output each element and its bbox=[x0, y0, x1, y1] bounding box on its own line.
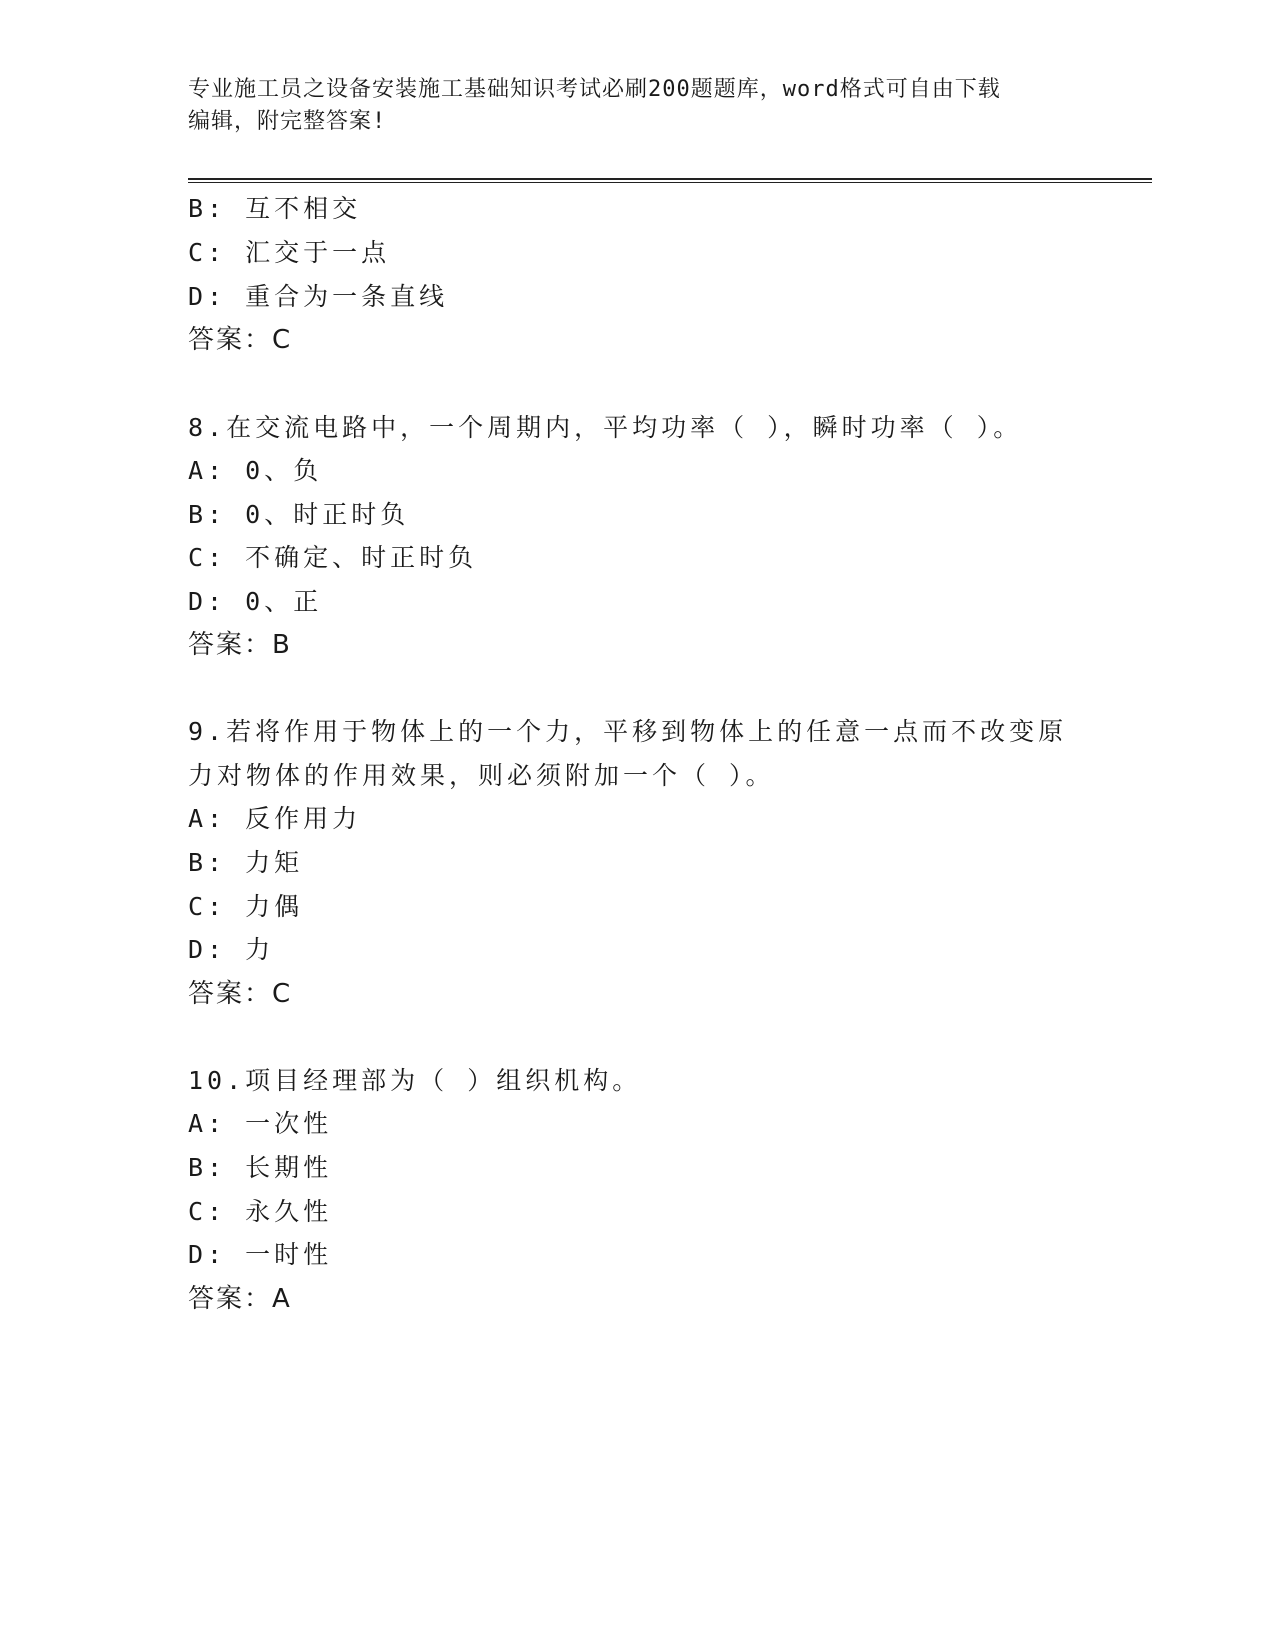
q10-option-d: D: 一时性 bbox=[188, 1240, 333, 1269]
q8-option-c: C: 不确定、时正时负 bbox=[188, 543, 478, 572]
q9-stem-line2: 力对物体的作用效果，则必须附加一个（ ）。 bbox=[188, 761, 775, 790]
q9-option-c: C: 力偶 bbox=[188, 892, 304, 921]
q9-option-a: A: 反作用力 bbox=[188, 804, 362, 833]
q7-answer: 答案：C bbox=[188, 325, 293, 355]
q10-answer: 答案：A bbox=[188, 1284, 292, 1314]
header-title-line1: 专业施工员之设备安装施工基础知识考试必刷200题题库，word格式可自由下载 bbox=[188, 77, 1001, 102]
header-title-line2: 编辑，附完整答案! bbox=[188, 109, 387, 134]
q8-option-a: A: 0、负 bbox=[188, 456, 323, 485]
q8-stem: 8.在交流电路中，一个周期内，平均功率（ ），瞬时功率（ ）。 bbox=[188, 413, 1023, 442]
q8-option-d: D: 0、正 bbox=[188, 587, 323, 616]
q8-answer: 答案：B bbox=[188, 630, 292, 660]
q10-option-a: A: 一次性 bbox=[188, 1109, 333, 1138]
q9-option-b: B: 力矩 bbox=[188, 848, 304, 877]
q9-stem-line1: 9.若将作用于物体上的一个力，平移到物体上的任意一点而不改变原 bbox=[188, 717, 1068, 746]
q8-option-b: B: 0、时正时负 bbox=[188, 500, 410, 529]
q10-stem: 10.项目经理部为（ ）组织机构。 bbox=[188, 1066, 642, 1095]
q7-option-b: B: 互不相交 bbox=[188, 194, 362, 223]
q10-option-c: C: 永久性 bbox=[188, 1197, 333, 1226]
q10-option-b: B: 长期性 bbox=[188, 1153, 333, 1182]
q9-answer: 答案：C bbox=[188, 979, 293, 1009]
header-divider bbox=[188, 178, 1152, 183]
document-header bbox=[188, 74, 1078, 138]
q7-option-d: D: 重合为一条直线 bbox=[188, 282, 449, 311]
q9-option-d: D: 力 bbox=[188, 935, 275, 964]
q7-option-c: C: 汇交于一点 bbox=[188, 238, 391, 267]
